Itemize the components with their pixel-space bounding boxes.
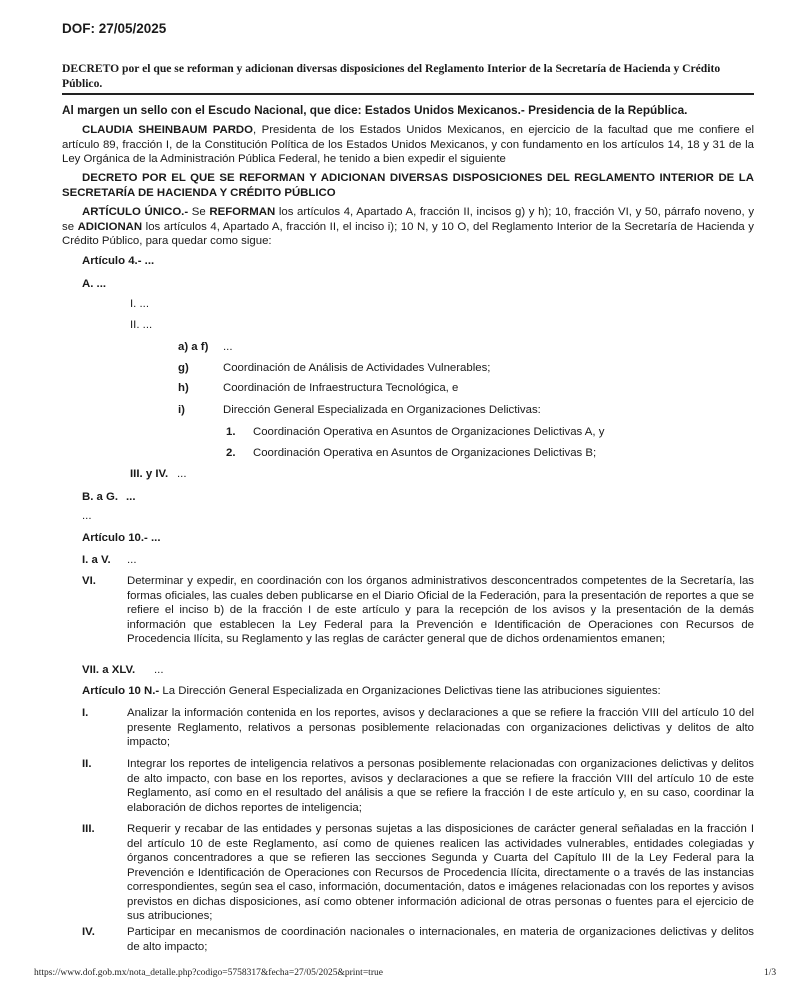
incisos-a-f-dots: ... bbox=[223, 341, 233, 353]
fraccion-ii: II. ... bbox=[130, 319, 153, 331]
numeral-1-text: Coordinación Operativa en Asuntos de Organizaciones Delictivas A, y bbox=[253, 426, 605, 438]
ellipsis: ... bbox=[82, 510, 92, 522]
fraccion-vi-text: Determinar y expedir, en coordinación con los órganos administrativos desconcentrados competentes de la Secretaría, las formas oficiales, las cuales deben publicarse en el Diario Oficial de la Federación, para la presentación de reportes a que se refiere el inciso b) de la fracción I de este artículo y para la recepción de los avisos y la presentación de la demás información que establecen la Ley Federal para la Prevención e Identificación de Operaciones con Recursos de Procedencia Ilícita, su Reglamento y las reglas de carácter general que de dichos ordenamientos emanen; bbox=[127, 575, 754, 645]
decree-title: DECRETO por el que se reforman y adicionan diversas disposiciones del Reglamento Interior de la Secretaría de Hacienda y Crédito Público. bbox=[62, 62, 721, 90]
article-10n-item-label: III. bbox=[82, 823, 95, 835]
fracciones-i-v-dots: ... bbox=[127, 554, 137, 566]
article-10-heading: Artículo 10.- ... bbox=[82, 532, 161, 544]
fraccion-i: I. ... bbox=[130, 298, 149, 310]
article-10n-item-label: IV. bbox=[82, 926, 95, 938]
intro-text: , Presidenta de los Estados Unidos Mexicanos, en ejercicio de la facultad que me confiere el artículo 89, fracción I, de la Constitución Política de los Estados Unidos Mexicanos, y con fundamento en los artículos 14, 18 y 31 de la Ley Orgánica de la Administración Pública Federal, he tenido a bien expedir el siguiente bbox=[62, 124, 754, 165]
decree-heading: DECRETO POR EL QUE SE REFORMAN Y ADICIONAN DIVERSAS DISPOSICIONES DEL REGLAMENTO INTERIOR DE LA SECRETARÍA DE HACIENDA Y CRÉDITO PÚBLICO bbox=[62, 172, 754, 199]
inciso-i-label: i) bbox=[178, 404, 185, 416]
article-unico bbox=[62, 205, 754, 249]
article-10n bbox=[82, 684, 754, 699]
inciso-h-label: h) bbox=[178, 382, 189, 394]
inciso-g-text: Coordinación de Análisis de Actividades Vulnerables; bbox=[223, 362, 491, 374]
footer-url-link[interactable]: https://www.dof.gob.mx/nota_detalle.php?codigo=5758317&fecha=27/05/2025&print=true bbox=[34, 968, 383, 978]
article-10n-text: La Dirección General Especializada en Organizaciones Delictivas tiene las atribuciones siguientes: bbox=[159, 685, 661, 697]
article-10n-item-label: II. bbox=[82, 758, 92, 770]
fracciones-iii-iv-dots: ... bbox=[177, 468, 187, 480]
intro-paragraph bbox=[62, 123, 754, 167]
numeral-1-label: 1. bbox=[226, 426, 236, 438]
article-unico-label: ARTÍCULO ÚNICO.- bbox=[82, 206, 189, 218]
apartados-b-g: B. a G. bbox=[82, 491, 119, 503]
article-unico-t2: los artículos 4, Apartado A, fracción II, incisos g) y h); 10, fracción VI, y 50, párrafo noveno, y se bbox=[62, 206, 755, 233]
fraccion-vi-label: VI. bbox=[82, 575, 96, 587]
apartado-a: A. ... bbox=[82, 278, 107, 290]
adicionan-word: ADICIONAN bbox=[77, 220, 143, 233]
numeral-2-label: 2. bbox=[226, 447, 236, 459]
fracciones-vii-xlv: VII. a XLV. bbox=[82, 664, 136, 676]
apartados-b-g-dots: ... bbox=[126, 491, 136, 503]
inciso-g-label: g) bbox=[178, 362, 189, 374]
article-10n-label: Artículo 10 N.- bbox=[82, 685, 160, 697]
reforman-word: REFORMAN bbox=[209, 206, 276, 218]
dof-date: DOF: 27/05/2025 bbox=[62, 21, 167, 36]
article-10n-item-text: Analizar la información contenida en los reportes, avisos y declaraciones a que se refiere la fracción VIII del artículo 10 del presente Reglamento, relativos a personas posiblemente relacionadas con organizaciones delictivas y delitos de alto impacto; bbox=[127, 707, 754, 748]
fracciones-iii-iv: III. y IV. bbox=[130, 468, 169, 480]
article-10n-item-label: I. bbox=[82, 707, 89, 719]
fracciones-vii-xlv-dots: ... bbox=[154, 664, 164, 676]
article-unico-t1: Se bbox=[188, 206, 210, 218]
incisos-a-f: a) a f) bbox=[178, 341, 209, 353]
article-10n-item-text: Integrar los reportes de inteligencia relativos a personas posiblemente relacionadas con organizaciones delictivas y delitos de alto impacto, con base en los reportes, avisos y declaraciones a que se refiere la fracción VIII del artículo 10 de este Reglamento, así como en el resultado del análisis a que se refiere la fracción I de este artículo y, en su caso, coordinar la elaboración de dichos reportes de inteligencia; bbox=[127, 758, 754, 814]
article-10n-item-text: Requerir y recabar de las entidades y personas sujetas a las disposiciones de carácter general señaladas en la fracción I del artículo 10 de este Reglamento, así como de quienes realicen las actividades vulnerables, entidades colegiadas y órganos concentradores a que se refieren las secciones Segunda y Cuarta del Capítulo III de la Ley Federal para la Prevención e Identificación de Operaciones con Recursos de Procedencia Ilícita, directamente o a través de las instancias correspondientes, según sea el caso, información, documentación, datos e imágenes relacionadas con los reportes y avisos previstos en dichas disposiciones, así como obtener información adicional de otras personas o fuentes para el ejercicio de sus atribuciones; bbox=[127, 823, 754, 922]
article-10n-item-text: Participar en mecanismos de coordinación nacionales o internacionales, en materia de organizaciones delictivas y delitos de alto impacto; bbox=[127, 926, 754, 953]
page-number: 1/3 bbox=[764, 968, 777, 978]
fracciones-i-v: I. a V. bbox=[82, 554, 111, 566]
numeral-2-text: Coordinación Operativa en Asuntos de Organizaciones Delictivas B; bbox=[253, 447, 597, 459]
inciso-i-text: Dirección General Especializada en Organizaciones Delictivas: bbox=[223, 404, 541, 416]
article-4-heading: Artículo 4.- ... bbox=[82, 255, 155, 267]
article-unico-t3: los artículos 4, Apartado A, fracción II, el inciso i); 10 N, y 10 O, del Reglamento Interior de la Secretaría de Hacienda y Crédito Público, para quedar como sigue: bbox=[62, 220, 754, 247]
inciso-h-text: Coordinación de Infraestructura Tecnológica, e bbox=[223, 382, 459, 394]
seal-text: Al margen un sello con el Escudo Nacional, que dice: Estados Unidos Mexicanos.- Presidencia de la República. bbox=[62, 103, 688, 117]
title-divider bbox=[62, 93, 754, 95]
president-name: CLAUDIA SHEINBAUM PARDO bbox=[82, 124, 254, 136]
